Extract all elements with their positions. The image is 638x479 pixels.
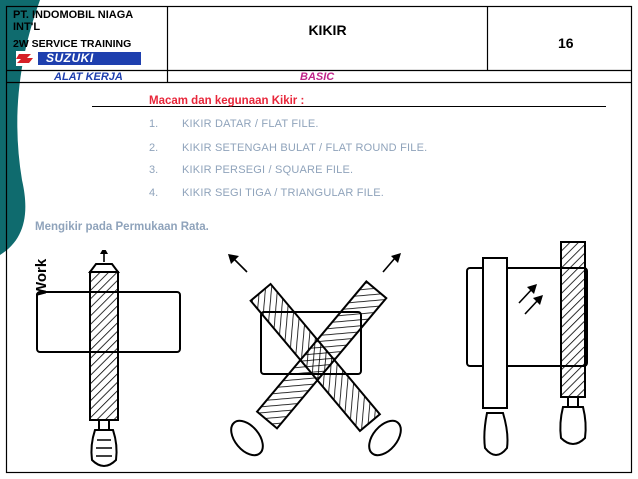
list-item xyxy=(149,118,549,134)
work-label: Work xyxy=(33,258,50,296)
filing-stroke-direction-illustration xyxy=(455,238,620,473)
list-item-number: 1. xyxy=(149,118,159,130)
training-label: 2W SERVICE TRAINING xyxy=(13,38,132,50)
list-item xyxy=(149,164,549,180)
page-title: KIKIR xyxy=(308,22,347,38)
list-item-number: 3. xyxy=(149,164,159,176)
filing-crossed-illustration xyxy=(225,250,415,475)
list-item-text: KIKIR SEGI TIGA / TRIANGULAR FILE. xyxy=(182,187,385,199)
list-item-text: KIKIR PERSEGI / SQUARE FILE. xyxy=(182,164,354,176)
section-title: Mengikir pada Permukaan Rata. xyxy=(35,221,209,233)
suzuki-wordmark: SUZUKI xyxy=(46,51,94,65)
suzuki-logo xyxy=(16,51,142,66)
list-item-number: 2. xyxy=(149,142,159,154)
list-item-text: KIKIR SETENGAH BULAT / FLAT ROUND FILE. xyxy=(182,142,428,154)
page-number: 16 xyxy=(558,35,574,51)
company-name-line1: PT. INDOMOBIL NIAGA xyxy=(13,9,134,21)
company-name-line2: INT'L xyxy=(13,21,41,33)
types-heading: Macam dan kegunaan Kikir : xyxy=(149,95,305,107)
list-item-text: KIKIR DATAR / FLAT FILE. xyxy=(182,118,319,130)
subheader-basic: BASIC xyxy=(300,71,335,83)
subheader-alat-kerja: ALAT KERJA xyxy=(54,71,123,83)
list-item xyxy=(149,142,549,158)
list-item-number: 4. xyxy=(149,187,159,199)
company-name xyxy=(13,9,133,33)
list-item xyxy=(149,187,549,203)
